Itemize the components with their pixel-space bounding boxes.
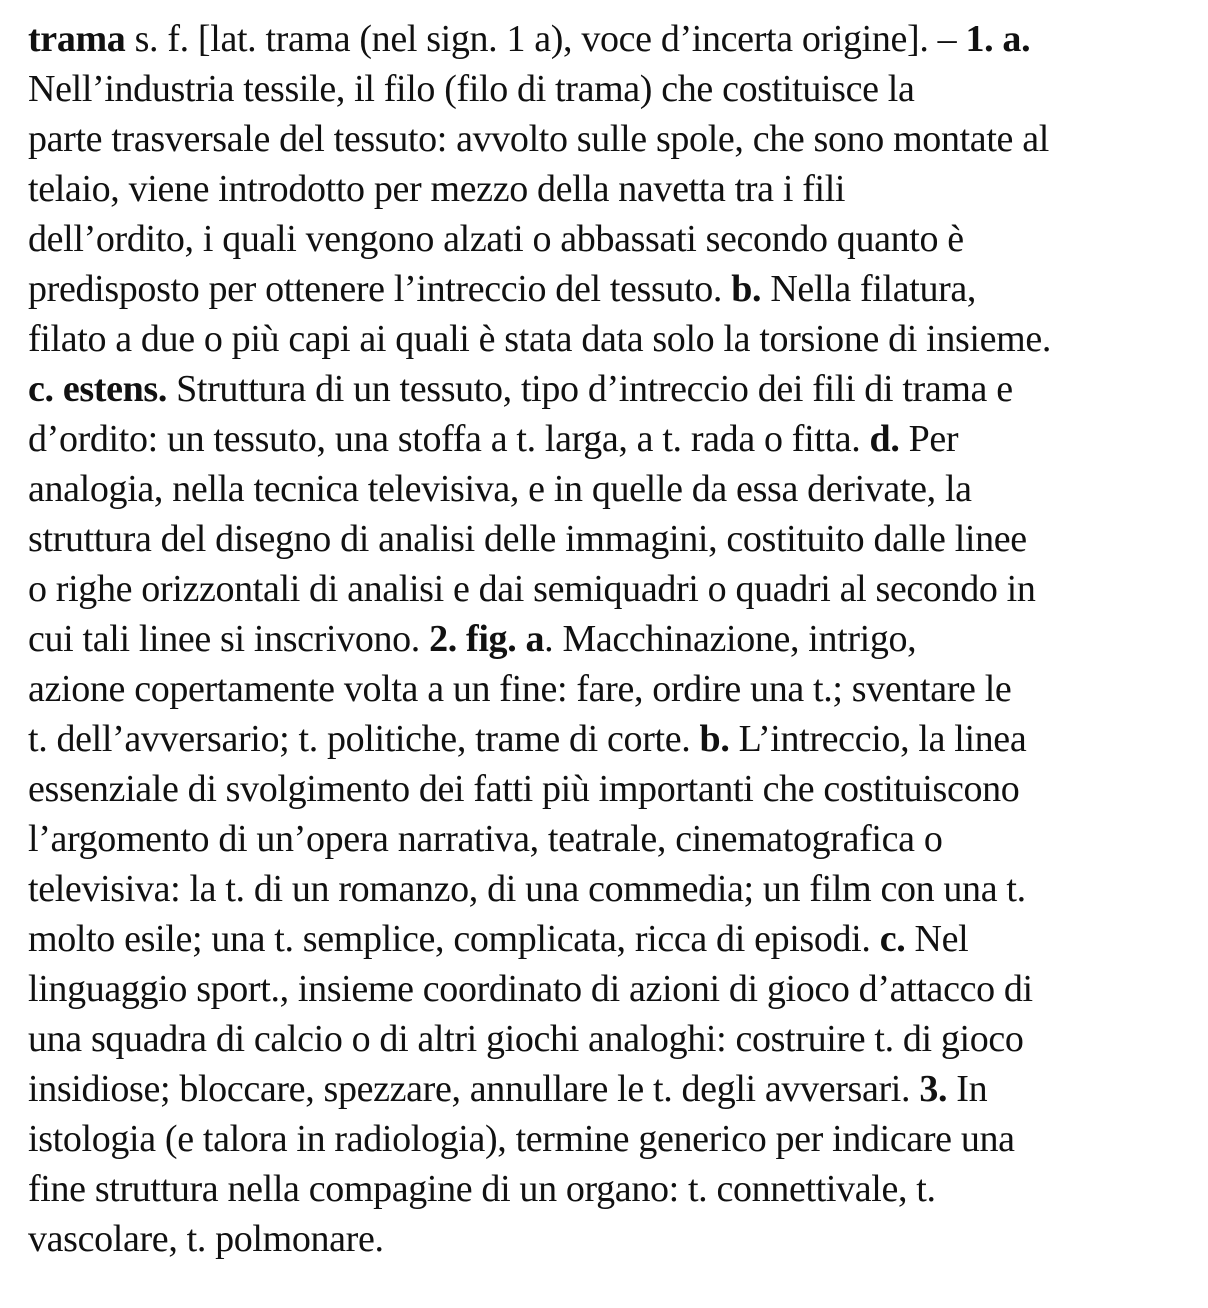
entry-line [28,914,1198,964]
dictionary-entry [28,14,1198,1264]
entry-text: televisiva: la t. di un romanzo, di una commedia; un film con una t. [28,868,1026,910]
entry-text: L’intreccio, la linea [729,718,1027,760]
entry-line [28,1014,1198,1064]
entry-line [28,864,1198,914]
entry-line [28,1064,1198,1114]
entry-text: l’argomento di un’opera narrativa, teatrale, cinematografica o [28,818,943,860]
sense-marker: c. estens. [28,368,167,410]
entry-text: Nel [905,918,969,960]
entry-line [28,614,1198,664]
entry-text: struttura del disegno di analisi delle immagini, costituito dalle linee [28,518,1027,560]
entry-line [28,214,1198,264]
entry-text: Nella filatura, [761,268,977,310]
sense-marker: b. [699,718,730,760]
entry-line [28,1164,1198,1214]
entry-line [28,1114,1198,1164]
entry-text: linguaggio sport., insieme coordinato di azioni di gioco d’attacco di [28,968,1033,1010]
entry-line [28,464,1198,514]
entry-line [28,514,1198,564]
sense-marker: 1. a. [965,18,1031,60]
entry-line [28,814,1198,864]
entry-text: telaio, viene introdotto per mezzo della navetta tra i fili [28,168,846,210]
entry-line [28,164,1198,214]
entry-text: Per [899,418,959,460]
entry-text: o righe orizzontali di analisi e dai semiquadri o quadri al secondo in [28,568,1036,610]
entry-line [28,664,1198,714]
entry-text: t. dell’avversario; t. politiche, trame di corte. [28,718,700,760]
entry-line [28,414,1198,464]
entry-line [28,64,1198,114]
entry-text: In [947,1068,988,1110]
entry-text: fine struttura nella compagine di un organo: t. connettivale, t. [28,1168,936,1210]
entry-line [28,714,1198,764]
entry-text: una squadra di calcio o di altri giochi analoghi: costruire t. di gioco [28,1018,1024,1060]
entry-line [28,264,1198,314]
entry-text: cui tali linee si inscrivono. [28,618,430,660]
entry-text: vascolare, t. polmonare. [28,1218,384,1260]
entry-text: istologia (e talora in radiologia), termine generico per indicare una [28,1118,1015,1160]
entry-text: predisposto per ottenere l’intreccio del tessuto. [28,268,732,310]
entry-text: s. f. [lat. trama (nel sign. 1 a), voce d’incerta origine]. – [125,18,966,60]
sense-marker: c. [879,918,906,960]
entry-line [28,364,1198,414]
sense-marker: b. [731,268,762,310]
entry-line [28,1214,1198,1264]
entry-text: molto esile; una t. semplice, complicata, ricca di episodi. [28,918,880,960]
entry-text: filato a due o più capi ai quali è stata data solo la torsione di insieme. [28,318,1052,360]
headword: trama [28,18,126,60]
entry-text: azione copertamente volta a un fine: fare, ordire una t.; sventare le [28,668,1012,710]
entry-text: parte trasversale del tessuto: avvolto sulle spole, che sono montate al [28,118,1049,160]
entry-text: . Macchinazione, intrigo, [544,618,917,660]
entry-text: Nell’industria tessile, il filo (filo di trama) che costituisce la [28,68,915,110]
entry-text: insidiose; bloccare, spezzare, annullare le t. degli avversari. [28,1068,920,1110]
entry-line [28,14,1198,64]
entry-line [28,764,1198,814]
entry-line [28,564,1198,614]
sense-marker: 3. [919,1068,948,1110]
entry-text: dell’ordito, i quali vengono alzati o abbassati secondo quanto è [28,218,964,260]
entry-text: essenziale di svolgimento dei fatti più importanti che costituiscono [28,768,1020,810]
sense-marker: d. [869,418,900,460]
entry-line [28,964,1198,1014]
entry-text: Struttura di un tessuto, tipo d’intreccio dei fili di trama e [166,368,1013,410]
entry-text: d’ordito: un tessuto, una stoffa a t. larga, a t. rada o fitta. [28,418,870,460]
sense-marker: 2. fig. a [429,618,545,660]
entry-text: analogia, nella tecnica televisiva, e in quelle da essa derivate, la [28,468,972,510]
entry-line [28,314,1198,364]
entry-line [28,114,1198,164]
